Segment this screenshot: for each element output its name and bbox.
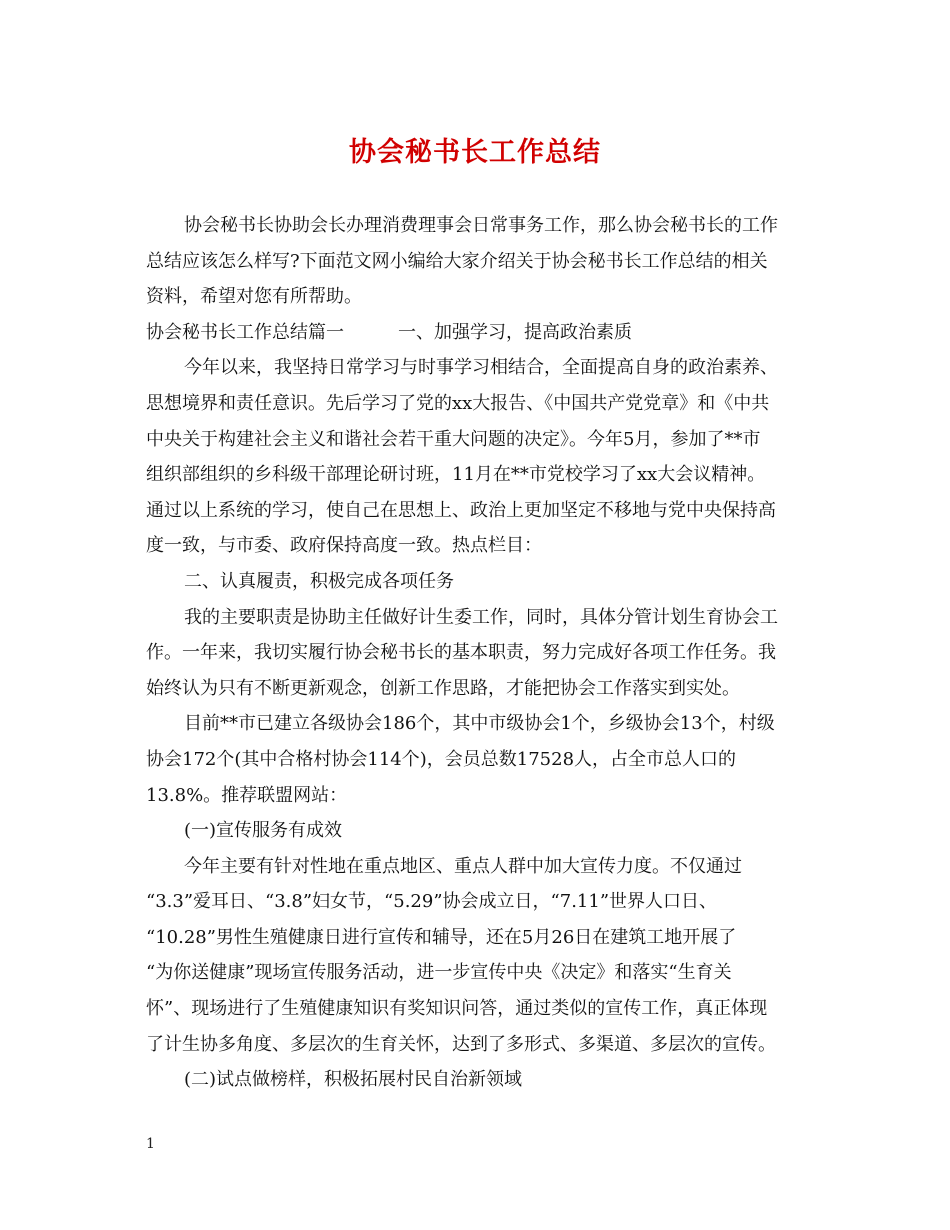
section-heading-line: 协会秘书长工作总结篇一 一、加强学习，提高政治素质 [146, 321, 632, 343]
text-line: 总结应该怎么样写?下面范文网小编给大家介绍关于协会秘书长工作总结的相关 [146, 250, 768, 272]
text-line: 中央关于构建社会主义和谐社会若干重大问题的决定》。今年5月，参加了**市 [146, 428, 761, 450]
text-line: 今年以来，我坚持日常学习与时事学习相结合，全面提高自身的政治素养、 [184, 357, 778, 379]
document-body [146, 208, 810, 1098]
subsection-heading-line: (二)试点做榜样，积极拓展村民自治新领域 [184, 1069, 523, 1091]
text-line: 我的主要职责是协助主任做好计生委工作，同时，具体分管计划生育协会工 [184, 606, 778, 628]
text-line: 13.8%。推荐联盟网站： [146, 784, 348, 806]
text-line: “为你送健康”现场宣传服务活动，进一步宣传中央《决定》和落实“生育关 [146, 962, 732, 984]
document-title: 协会秘书长工作总结 [349, 137, 601, 168]
text-line: 目前**市已建立各级协会186个，其中市级协会1个，乡级协会13个，村级 [184, 713, 775, 735]
text-line: 度一致，与市委、政府保持高度一致。热点栏目： [146, 535, 542, 557]
text-line: 协会172个(其中合格村协会114个)，会员总数17528人，占全市总人口的 [146, 748, 737, 770]
text-line: 今年主要有针对性地在重点地区、重点人群中加大宣传力度。不仅通过 [184, 855, 742, 877]
subsection-heading-line: (一)宣传服务有成效 [184, 820, 343, 842]
text-line: 作。一年来，我切实履行协会秘书长的基本职责，努力完成好各项工作任务。我 [146, 642, 776, 664]
text-line: 组织部组织的乡科级干部理论研讨班，11月在**市党校学习了xx大会议精神。 [146, 464, 766, 486]
page-number: 1 [146, 1136, 155, 1152]
text-line: 资料，希望对您有所帮助。 [146, 286, 362, 308]
text-line: 通过以上系统的学习，使自己在思想上、政治上更加坚定不移地与党中央保持高 [146, 499, 776, 521]
text-line: 怀”、现场进行了生殖健康知识有奖知识问答，通过类似的宣传工作，真正体现 [146, 998, 768, 1020]
text-line: “3.3”爱耳日、“3.8”妇女节，“5.29”协会成立日，“7.11”世界人口日、 [146, 891, 718, 913]
text-line: 始终认为只有不断更新观念，创新工作思路，才能把协会工作落实到实处。 [146, 677, 740, 699]
text-line: 协会秘书长协助会长办理消费理事会日常事务工作，那么协会秘书长的工作 [184, 215, 778, 236]
text-line: 思想境界和责任意识。先后学习了党的xx大报告、《中国共产党党章》和《中共 [146, 392, 770, 414]
text-line: “10.28”男性生殖健康日进行宣传和辅导，还在5月26日在建筑工地开展了 [146, 926, 737, 948]
section-heading-line: 二、认真履责，积极完成各项任务 [184, 570, 454, 592]
text-line: 了计生协多角度、多层次的生育关怀，达到了多形式、多渠道、多层次的宣传。 [146, 1033, 776, 1055]
